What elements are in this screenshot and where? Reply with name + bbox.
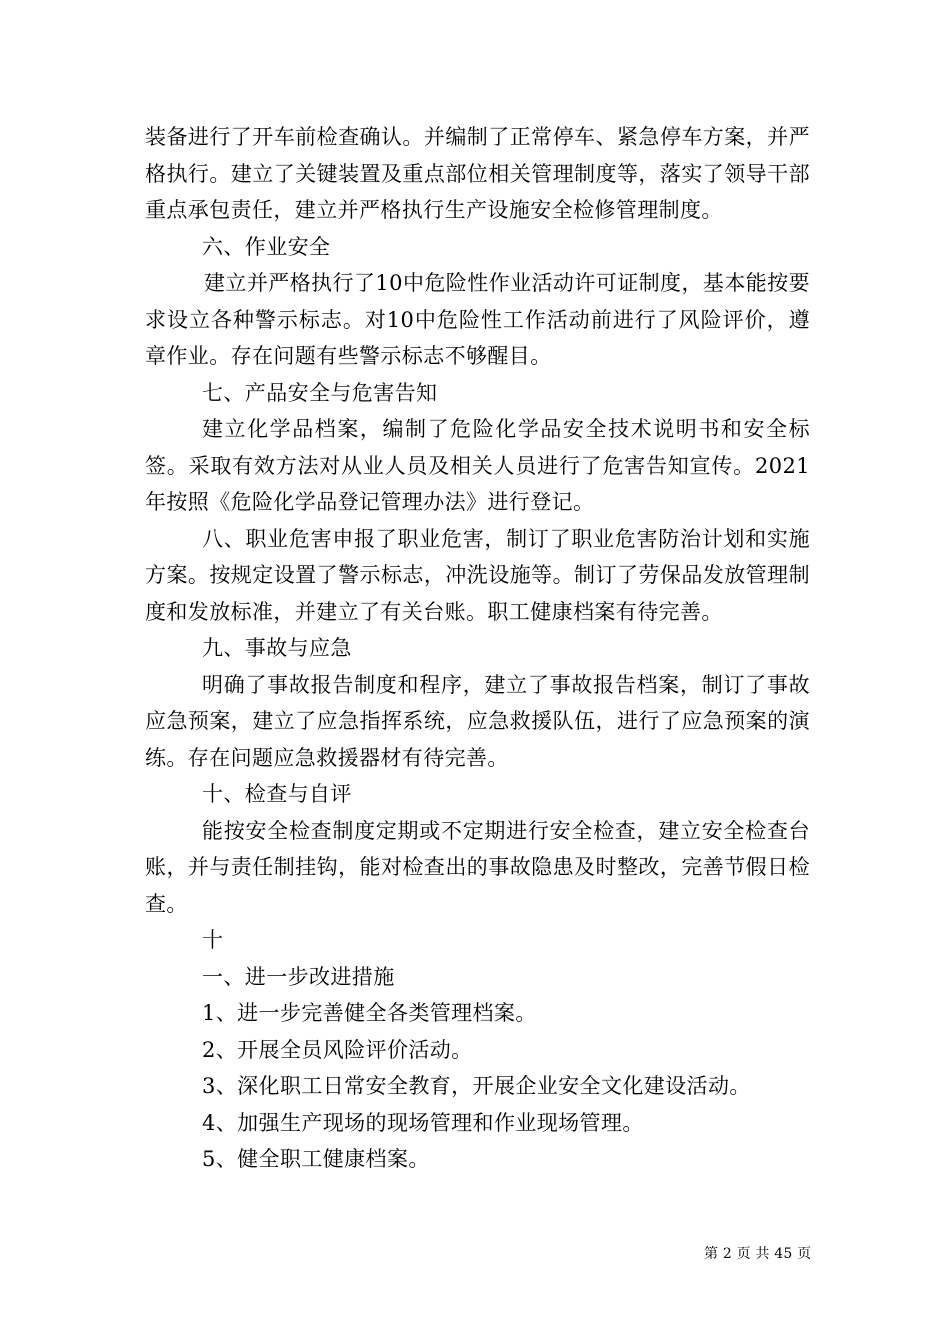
section-heading-improvement: 一、进一步改进措施 bbox=[202, 964, 395, 989]
section-heading-eleven-number: 十 bbox=[202, 928, 224, 952]
list-item-3: 3、深化职工日常安全教育，开展企业安全文化建设活动。 bbox=[202, 1074, 751, 1098]
section-heading-inspection: 十、检查与自评 bbox=[202, 782, 352, 806]
page-number-footer: 第 2 页 共 45 页 bbox=[704, 1246, 812, 1262]
paragraph-accident-emergency: 明确了事故报告制度和程序，建立了事故报告档案，制订了事故应急预案，建立了应急指挥系统，应急救援队伍，进行了应急预案的演练。存在问题应急救援器材有待完善。 bbox=[145, 672, 810, 770]
paragraph-occupational-hazard: 八、职业危害申报了职业危害，制订了职业危害防治计划和实施方案。按规定设置了警示标志，冲洗设施等。制订了劳保品发放管理制度和发放标准，并建立了有关台账。职工健康档案有待完善。 bbox=[145, 526, 810, 624]
paragraph-work-safety: 建立并严格执行了10中危险性作业活动许可证制度，基本能按要求设立各种警示标志。对10中危险性工作活动前进行了风险评价，遵章作业。存在问题有些警示标志不够醒目。 bbox=[145, 271, 810, 368]
section-heading-accident-emergency: 九、事故与应急 bbox=[202, 636, 352, 660]
paragraph-continuation: 装备进行了开车前检查确认。并编制了正常停车、紧急停车方案，并严格执行。建立了关键装置及重点部位相关管理制度等，落实了领导干部重点承包责任，建立并严格执行生产设施安全检修管理制度。 bbox=[145, 125, 810, 222]
list-item-4: 4、加强生产现场的现场管理和作业现场管理。 bbox=[202, 1110, 644, 1135]
section-heading-product-safety: 七、产品安全与危害告知 bbox=[202, 380, 438, 405]
section-heading-work-safety: 六、作业安全 bbox=[202, 234, 331, 259]
list-item-2: 2、开展全员风险评价活动。 bbox=[202, 1037, 473, 1062]
document-body bbox=[145, 119, 810, 1178]
paragraph-product-safety: 建立化学品档案，编制了危险化学品安全技术说明书和安全标签。采取有效方法对从业人员及相关人员进行了危害告知宣传。2021年按照《危险化学品登记管理办法》进行登记。 bbox=[145, 417, 810, 514]
paragraph-inspection: 能按安全检查制度定期或不定期进行安全检查，建立安全检查台账，并与责任制挂钩，能对检查出的事故隐患及时整改，完善节假日检查。 bbox=[145, 818, 810, 916]
list-item-5: 5、健全职工健康档案。 bbox=[202, 1147, 430, 1171]
list-item-1: 1、进一步完善健全各类管理档案。 bbox=[202, 1001, 537, 1025]
